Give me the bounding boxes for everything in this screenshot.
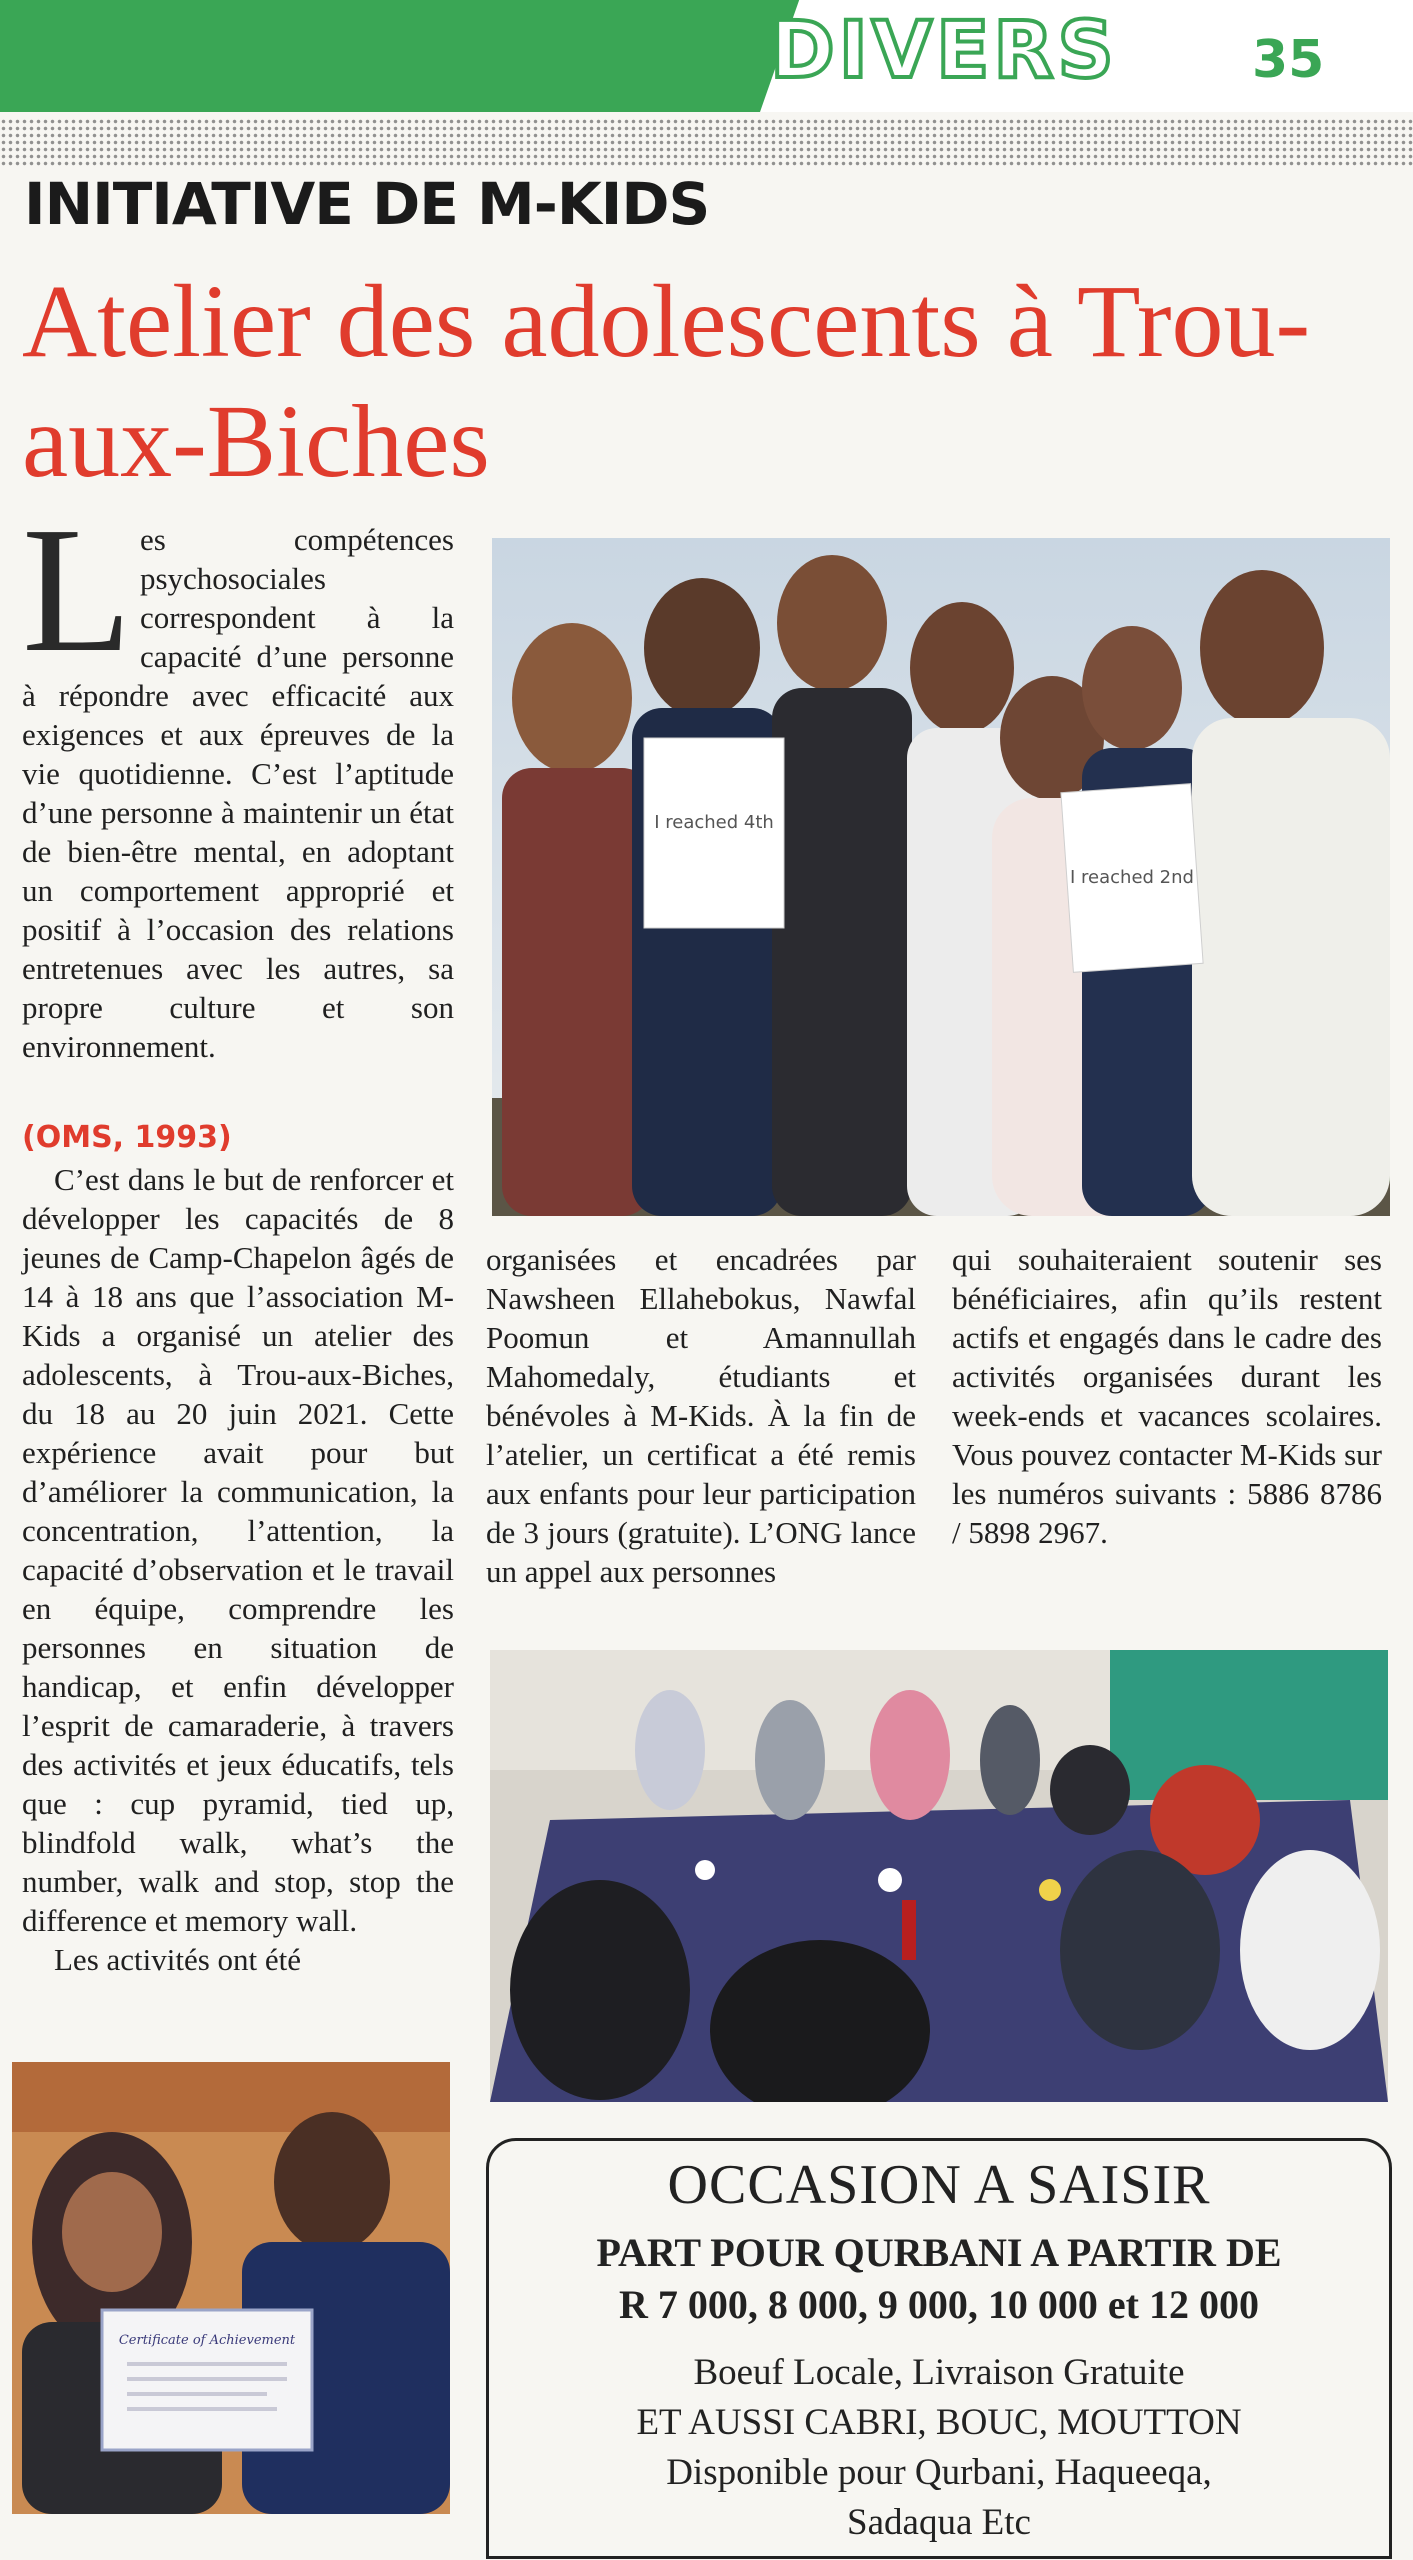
article-kicker: INITIATIVE DE M-KIDS — [24, 170, 710, 238]
article-intro — [22, 490, 454, 1066]
dotted-divider — [0, 118, 1413, 168]
ad-line-6: Sadaqua Etc — [847, 2502, 1031, 2543]
ad-line-3: Boeuf Locale, Livraison Gratuite — [693, 2352, 1185, 2393]
page-number: 35 — [1252, 30, 1325, 90]
ad-line-4: ET AUSSI CABRI, BOUC, MOUTTON — [636, 2402, 1242, 2443]
body-paragraph-2-start: Les activités ont été — [54, 1942, 302, 1977]
intro-text: es compétences psychosociales correspondent à la capacité d’une personne à répondre avec efficacité aux exigences et aux épreuves de la vie quotidienne. C’est l’aptitude d’une personne à maintenir un état de bien-être mental, en adoptant un comportement approprié et positif à l’occasion des relations entretenues avec les autres, sa propre culture et son environnement. — [22, 522, 454, 1064]
ad-title: OCCASION A SAISIR — [667, 2154, 1211, 2216]
article-body-col1 — [22, 1160, 454, 1979]
ad-line-2: R 7 000, 8 000, 9 000, 10 000 et 12 000 — [619, 2282, 1259, 2327]
drop-cap: L — [22, 490, 132, 689]
article-headline: Atelier des adolescents à Trou-aux-Biches — [22, 264, 1311, 499]
body-paragraph-1: C’est dans le but de renforcer et développer les capacités de 8 jeunes de Camp-Chapelon âgés de 14 à 18 ans que l’association M-Kids a organisé un atelier des adolescents, à Trou-aux-Biches, du 18 au 20 juin 2021. Cette expérience avait pour but d’améliorer la communication, la concentration, l’attention, la capacité d’observation et le travail en équipe, comprendre les personnes en situation de handicap, et enfin développer l’esprit de camaraderie, à travers des activités et jeux éducatifs, tels que : cup pyramid, tied up, blindfold walk, what’s the number, walk and stop, stop the difference et memory wall. — [22, 1162, 454, 1938]
certificate-text: Certificate of Achievement — [118, 2333, 296, 2348]
certificate-photo — [12, 2062, 450, 2514]
group-photo — [492, 538, 1390, 1216]
article-body-col2 — [486, 1240, 916, 1591]
section-label: DIVERS — [770, 6, 1118, 96]
sign-text-1: I reached 4th — [654, 812, 774, 833]
body-paragraph-2-end: qui souhaiteraient soutenir ses bénéficiaires, afin qu’ils restent actifs et engagés dans le cadre des activités organisées durant les week-ends et vacances scolaires. Vous pouvez contacter M-Kids sur les numéros suivants : 5886 8786 / 5898 2967. — [952, 1242, 1382, 1550]
ad-line-1: PART POUR QURBANI A PARTIR DE — [596, 2230, 1282, 2275]
sign-text-2: I reached 2nd — [1070, 867, 1194, 888]
ad-line-5: Disponible pour Qurbani, Haqueeqa, — [666, 2452, 1212, 2493]
body-paragraph-2-mid: organisées et encadrées par Nawsheen Ellahebokus, Nawfal Poomun et Amannullah Mahomedaly, étudiants et bénévoles à M-Kids. À la fin de l’atelier, un certificat a été remis aux enfants pour leur participation de 3 jours (gratuite). L’ONG lance un appel aux personnes — [486, 1242, 916, 1589]
advertisement-box — [486, 2138, 1392, 2559]
source-citation: (OMS, 1993) — [22, 1120, 232, 1155]
article-body-col3 — [952, 1240, 1382, 1552]
mat-photo — [490, 1650, 1388, 2102]
